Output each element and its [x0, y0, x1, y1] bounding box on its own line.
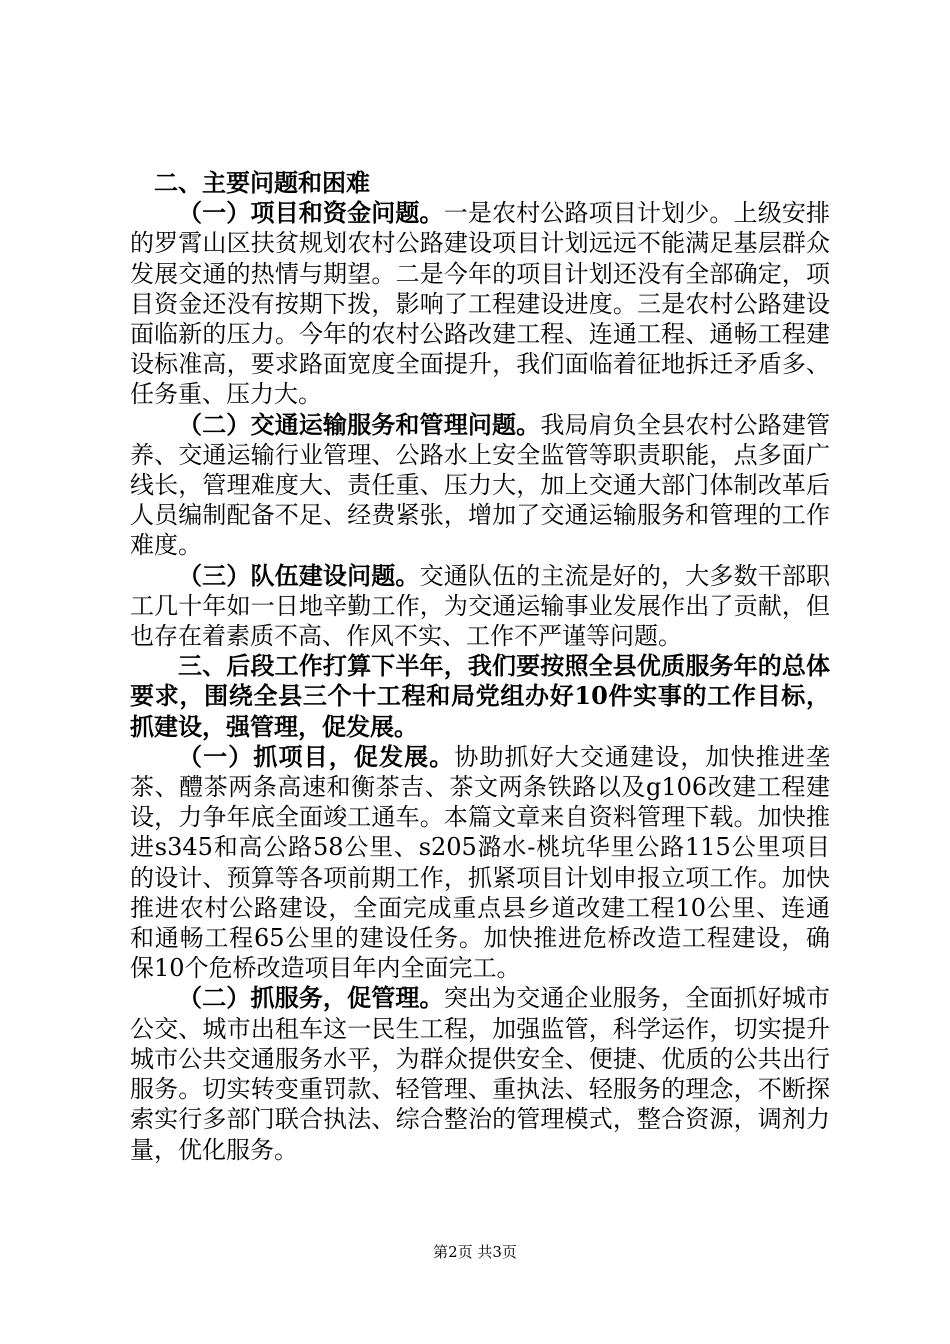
- paragraph-lead: （一）抓项目，促发展。: [178, 741, 455, 771]
- paragraph-transport-service: [130, 410, 830, 561]
- paragraph-service-management: [130, 983, 830, 1164]
- paragraph-team-building: [130, 561, 830, 652]
- paragraph-lead: （二）抓服务，促管理。: [178, 983, 444, 1013]
- paragraph-lead: （三）队伍建设问题。: [178, 560, 420, 590]
- paragraph-project-funding: [130, 198, 830, 409]
- paragraph-text: 交通队伍的主流是好的，大多数干部职工几十年如一日地辛勤工作，为交通运输事业发展作出了贡献，但也存在着素质不高、作风不实、工作不严谨等问题。: [130, 561, 831, 651]
- section-heading-three: 三、后段工作打算下半年，我们要按照全县优质服务年的总体要求，围绕全县三个十工程和局党组办好10件实事的工作目标，抓建设，强管理，促发展。: [130, 651, 830, 741]
- paragraph-text: 协助抓好大交通建设，加快推进垄茶、醴茶两条高速和衡茶吉、茶文两条铁路以及g106改建工程建设，力争年底全面竣工通车。本篇文章来自资料管理下载。加快推进s345和高公路58公里、s205潞水-桃坑华里公路115公里项目的设计、预算等各项前期工作，抓紧项目计划申报立项工作。加快推进农村公路建设，全面完成重点县乡道改建工程10公里、连通和通畅工程65公里的建设任务。加快推进危桥改造工程建设，确保10个危桥改造项目年内全面完工。: [130, 742, 831, 983]
- paragraph-lead: （二）交通运输服务和管理问题。: [178, 409, 541, 439]
- paragraph-lead: （一）项目和资金问题。: [178, 198, 444, 228]
- paragraph-text: 我局肩负全县农村公路建管养、交通运输行业管理、公路水上安全监管等职责职能，点多面广线长，管理难度大、责任重、压力大，加上交通大部门体制改革后人员编制配备不足、经费紧张，增加了交通运输服务和管理的工作难度。: [130, 410, 831, 560]
- section-heading-two: 二、主要问题和困难: [154, 168, 370, 197]
- page-number-footer: 第2页 共3页: [433, 1243, 517, 1261]
- paragraph-text: 一是农村公路项目计划少。上级安排的罗霄山区扶贫规划农村公路建设项目计划远远不能满足基层群众发展交通的热情与期望。二是今年的项目计划还没有全部确定，项目资金还没有按期下拨，影响了工程建设进度。三是农村公路建设面临新的压力。今年的农村公路改建工程、连通工程、通畅工程建设标准高，要求路面宽度全面提升，我们面临着征地拆迁矛盾多、任务重、压力大。: [130, 199, 831, 409]
- paragraph-text: 突出为交通企业服务，全面抓好城市公交、城市出租车这一民生工程，加强监管，科学运作，切实提升城市公共交通服务水平，为群众提供安全、便捷、优质的公共出行服务。切实转变重罚款、轻管理、重执法、轻服务的理念，不断探索实行多部门联合执法、综合整治的管理模式，整合资源，调剂力量，优化服务。: [130, 984, 831, 1164]
- paragraph-projects-development: [130, 742, 830, 984]
- document-body: [130, 168, 830, 1165]
